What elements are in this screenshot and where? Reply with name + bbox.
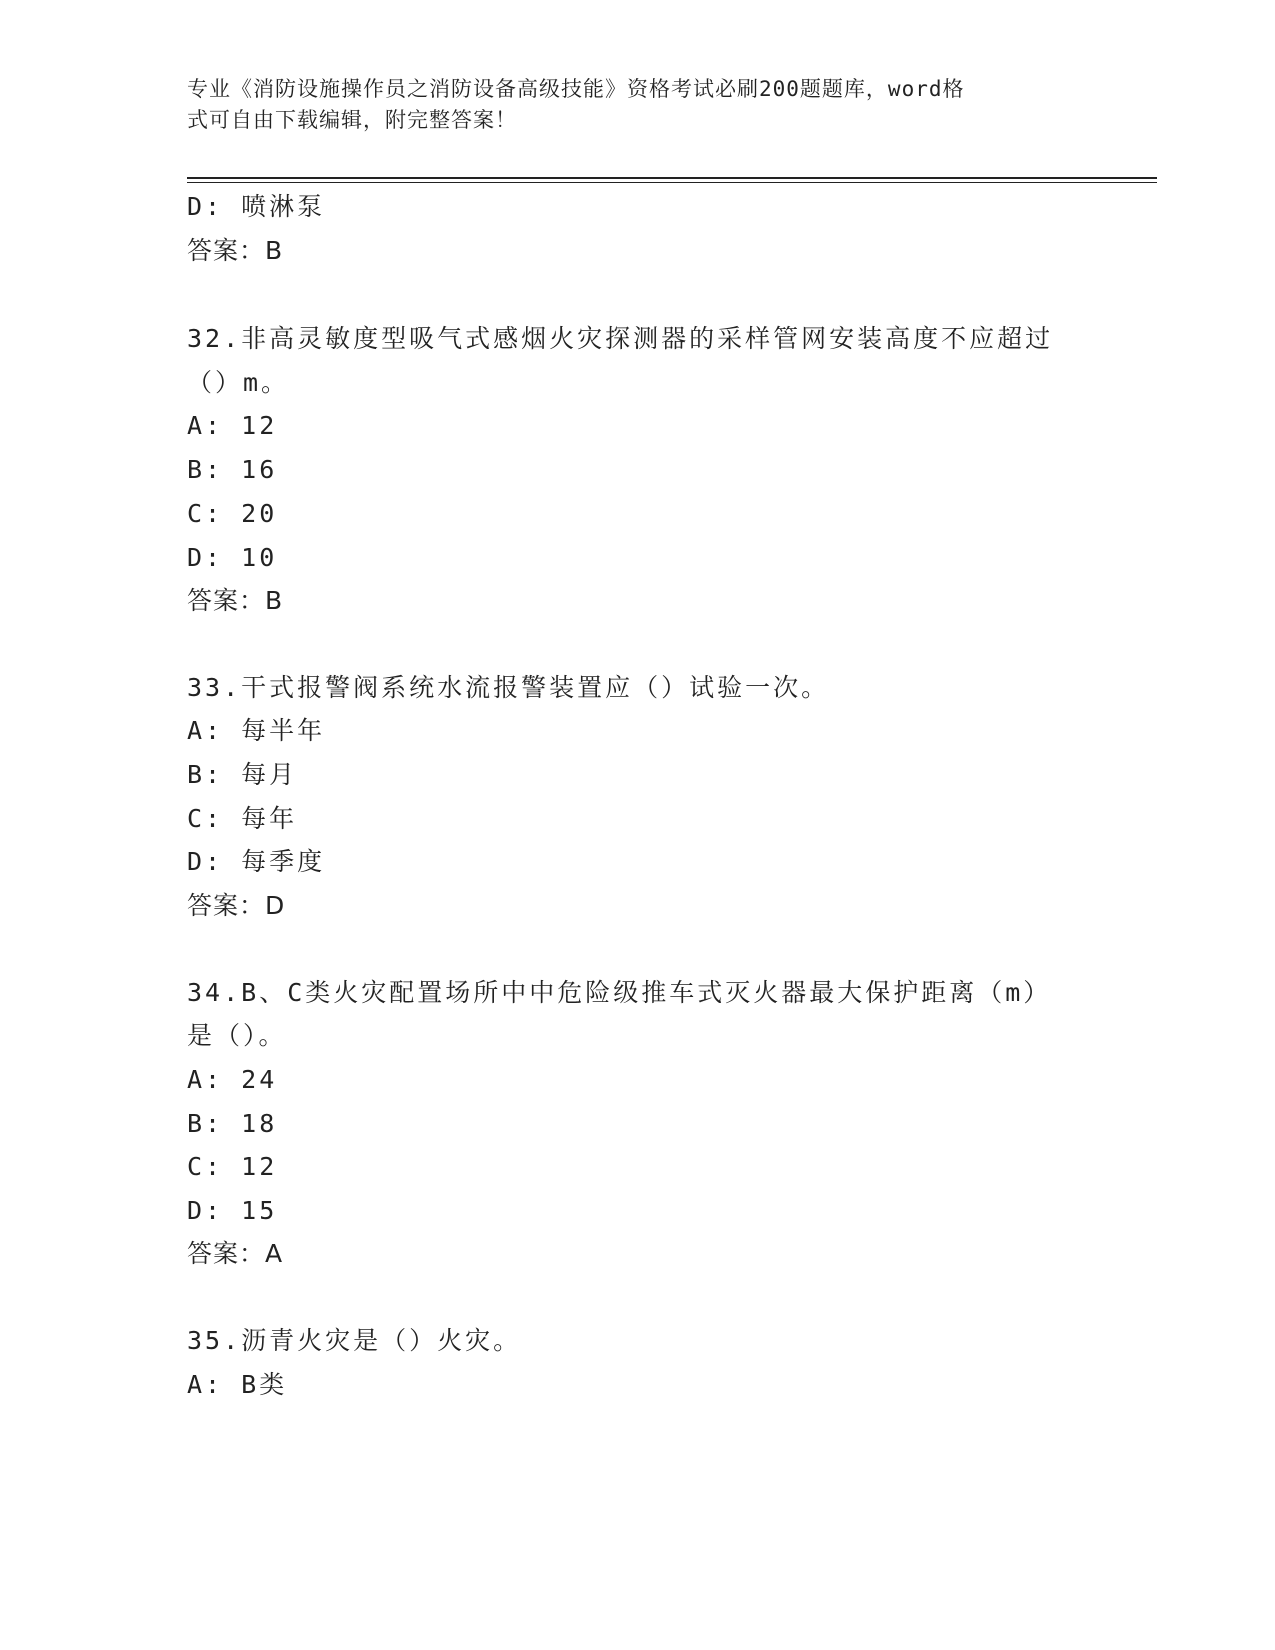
q32-stem-line-1: 32.非高灵敏度型吸气式感烟火灾探测器的采样管网安装高度不应超过: [187, 324, 1054, 353]
q34-option-b: B: 18: [187, 1109, 278, 1138]
q33-option-b: B: 每月: [187, 760, 298, 789]
q34-stem-line-2: 是（）。: [187, 1021, 287, 1050]
header-divider-thick: [187, 177, 1157, 179]
q33-option-d: D: 每季度: [187, 847, 326, 876]
q33-stem-line-1: 33.干式报警阀系统水流报警装置应（）试验一次。: [187, 673, 830, 702]
header-line-1: 专业《消防设施操作员之消防设备高级技能》资格考试必刷200题题库，word格: [187, 77, 965, 101]
q32-option-c: C: 20: [187, 499, 278, 528]
q34-option-a: A: 24: [187, 1065, 278, 1094]
q33-answer: 答案：D: [187, 891, 286, 920]
q33-option-c: C: 每年: [187, 804, 298, 833]
q32-stem-line-2: （）m。: [187, 368, 290, 397]
q34-option-c: C: 12: [187, 1152, 278, 1181]
q35-stem-line-1: 35.沥青火灾是（）火灾。: [187, 1326, 522, 1355]
q32-option-a: A: 12: [187, 411, 278, 440]
prev-answer: 答案：B: [187, 236, 284, 265]
q32-option-d: D: 10: [187, 543, 278, 572]
q33-option-a: A: 每半年: [187, 716, 326, 745]
q32-answer: 答案：B: [187, 586, 284, 615]
q34-option-d: D: 15: [187, 1196, 278, 1225]
header-divider-thin: [187, 182, 1157, 183]
q34-stem-line-1: 34.B、C类火灾配置场所中中危险级推车式灭火器最大保护距离（m）: [187, 978, 1052, 1007]
prev-option-d: D: 喷淋泵: [187, 192, 326, 221]
header-line-2: 式可自由下载编辑，附完整答案！: [187, 108, 517, 132]
q34-answer: 答案：A: [187, 1239, 284, 1268]
q35-option-a: A: B类: [187, 1370, 288, 1399]
q32-option-b: B: 16: [187, 455, 278, 484]
document-header: [187, 74, 1067, 136]
